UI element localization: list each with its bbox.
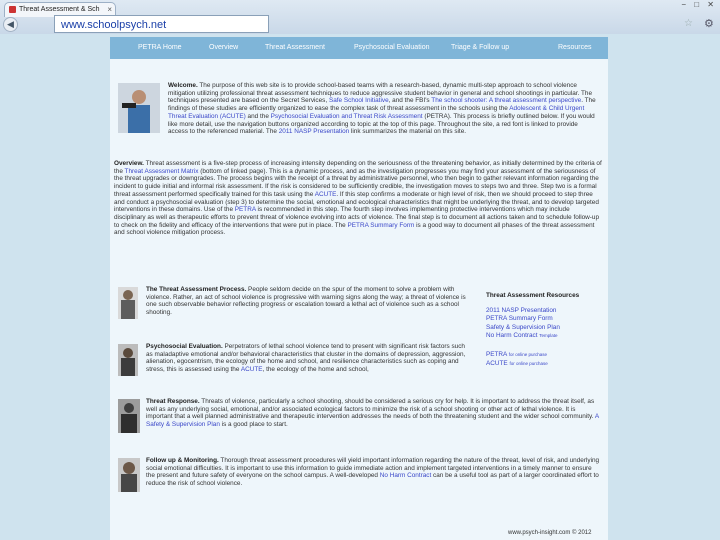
response-text: Threats of violence, particularly a school shooting, should be considered a serious cry for help. It is important to address the threat itself, as well as any underlying social, emotional, and/or associated ecological factors to minimize the risk of a school shooting or other act of lethal violence. It is important that a well planned administrative and therapeutic intervention addresses the needs of both the threatening student and the wider school community. <box>146 398 595 421</box>
window-controls <box>675 0 714 9</box>
nasp-presentation-link[interactable]: 2011 NASP Presentation <box>278 128 350 136</box>
favicon-icon <box>9 6 16 13</box>
threat-photo <box>118 287 138 319</box>
psych-heading: Psychosocial Evaluation. <box>146 343 223 350</box>
response-heading: Threat Response. <box>146 398 200 405</box>
follow-heading: Follow up & Monitoring. <box>146 457 219 464</box>
photo-figure <box>118 399 140 433</box>
nasp-presentation-link[interactable]: 2011 NASP Presentation <box>486 306 557 314</box>
address-bar[interactable]: www.schoolpsych.net <box>54 15 269 33</box>
purchase-tag: for online purchase <box>509 360 548 366</box>
overview-text: (bottom of linked page). This is a dynamic process, and as the investigation progresses you may find your assessment of the seriousness of the threat upgrades or downgrades. The process begins with the receipt of a threat by administrative personnel, who then begin to gather relevant information regarding the incident to guide initial and informal risk assessment. If the risk is considered to be sufficiently credible, the investigation moves to steps two and three. Step two is a formal threat assessment performed specifically trained for this task using the <box>114 167 599 198</box>
overview-heading: Overview. <box>114 160 144 167</box>
psych-text: Perpetrators of lethal school violence tend to present with significant risk factors such as maladaptive emotional and/or behavioral characteristics that cluster in the domains of depression, aggression, alienation, egocentrism, the ecology of the home and school, and resilience characteristics such as coping and stress, this is assessed using the <box>146 343 466 374</box>
welcome-text: The purpose of this web site is to provide school-based teams with a research-based, dynamic multi-step approach to school violence mitigation utilizing professional threat assessment techniques to reduce aggressive student behavior in general and school shootings in particular. The techniques presented are based on the Secret Services, <box>168 82 593 105</box>
photo-figure <box>118 344 138 376</box>
photo-figure <box>118 458 140 492</box>
threat-assessment-section <box>146 286 466 317</box>
petra-summary-form-link[interactable]: PETRA Summary Form <box>486 315 553 323</box>
minimize-icon[interactable]: − <box>681 0 686 9</box>
no-harm-contract-link[interactable]: No Harm Contract <box>486 332 538 340</box>
overview-text: is a good way to document all phases of the threat assessment and school violence mitigation process. <box>114 221 595 237</box>
photo-figure <box>118 287 138 319</box>
photo-figure <box>118 83 160 133</box>
psych-photo <box>118 344 138 376</box>
acute-link[interactable]: Adolescent & Child Urgent Threat Evaluation (ACUTE) <box>168 105 585 120</box>
threat-matrix-link[interactable]: Threat Assessment Matrix <box>124 167 199 175</box>
overview-text: . If this step confirms a moderate or high level of risk, then we should proceed to step three and conduct a psychosocial evaluation (step 3) to determine the social, emotional and ecological characteristics that might be underlying the threat, and to develop targeted interventions in these domains. Use of the <box>114 190 599 214</box>
threat-text: People seldom decide on the spur of the moment to solve a problem with violence. Rather, an act of school violence is progressive with warning signs along the way; a threat of violence is one such observable behavior reflecting progress or escalation toward a lethal act of violence such as a school shooting. <box>146 286 466 317</box>
threat-heading: The Threat Assessment Process. <box>146 286 247 293</box>
welcome-photo <box>118 83 160 133</box>
no-harm-contract-link[interactable]: No Harm Contract <box>379 472 432 480</box>
wrench-icon[interactable]: ⚙ <box>704 18 714 30</box>
acute-link[interactable]: ACUTE <box>314 190 337 198</box>
acute-link[interactable]: ACUTE <box>240 366 263 374</box>
welcome-text: (PETRA). This process is briefly outlined below. If you would like more detail, use the navigation buttons organized according to topic at the top of this page. Throughout the site, a red font is linked to provide access to the referenced material. The <box>168 112 595 136</box>
welcome-text: , and the FBI's <box>388 97 432 105</box>
safety-plan-link[interactable]: Safety & Supervision Plan <box>486 323 560 331</box>
petra-summary-form-link[interactable]: PETRA Summary Form <box>347 221 415 229</box>
safe-school-link[interactable]: Safe School Initiative <box>328 97 389 105</box>
tab-title: Threat Assessment & Sch <box>19 6 100 13</box>
browser-chrome <box>0 0 720 34</box>
close-window-icon[interactable]: ✕ <box>707 0 714 9</box>
response-photo <box>118 399 140 433</box>
welcome-text: link summarizes the material on this site. <box>349 128 467 136</box>
overview-text: Threat assessment is a five-step process of increasing intensity depending on the seriousness of the threatening behavior, as initially determined by the criteria of the <box>114 160 602 175</box>
welcome-heading: Welcome. <box>168 82 198 89</box>
overview-section <box>114 160 602 237</box>
maximize-icon[interactable]: □ <box>694 0 700 9</box>
back-icon[interactable]: ◀ <box>3 17 18 32</box>
follow-up-section <box>146 457 602 488</box>
acute-purchase-link[interactable]: ACUTE <box>486 359 508 367</box>
threat-response-section <box>146 398 602 429</box>
welcome-text: . The findings of these studies are efficiently organized to ease the complex task of threat assessment in the schools using the <box>168 97 596 113</box>
close-tab-icon[interactable]: × <box>107 5 112 14</box>
nav-item-overview[interactable]: Overview <box>209 44 239 51</box>
welcome-text: and the <box>245 112 271 120</box>
petra-purchase-link[interactable]: PETRA <box>486 350 507 358</box>
psychosocial-section <box>146 343 466 374</box>
nav-item-petra-home[interactable]: PETRA Home <box>138 44 182 51</box>
resources-panel <box>486 292 604 368</box>
nav-item-psychosocial-evaluation[interactable]: Psychosocial Evaluation <box>354 44 430 51</box>
overview-text: is recommended in this step. The fourth step involves implementing protective interventions which may include disciplinary as well as therapeutic efforts to prevent threat of violence evolving into acts of violence. The final step is to document all actions taken and to schedule follow-up to check on the fidelity and efficacy of the interventions that were put in place. The <box>114 206 600 229</box>
follow-photo <box>118 458 140 492</box>
response-text: is a good place to start. <box>219 421 288 429</box>
follow-text: Thorough threat assessment procedures will yield important information regarding the nature of the threat, level of risk, and underlying social emotional difficulties. It is important to use this information to guide immediate action and implement targeted interventions in a timely manner to ensure the present and future safety of everyone on the school campus. A well-developed <box>146 457 600 480</box>
purchase-tag: for online purchase <box>508 351 548 357</box>
nav-item-threat-assessment[interactable]: Threat Assessment <box>265 44 325 51</box>
petra-link[interactable]: PETRA <box>234 206 256 214</box>
safety-plan-link[interactable]: A Safety & Supervision Plan <box>146 413 599 429</box>
nav-item-triage-follow-up[interactable]: Triage & Follow up <box>451 44 510 51</box>
star-icon[interactable]: ☆ <box>684 18 693 29</box>
psych-text: , the ecology of the home and school, <box>262 366 369 374</box>
footer-copyright: www.psych-insight.com © 2012 <box>508 530 592 536</box>
resources-title: Threat Assessment Resources <box>486 292 580 299</box>
nav-item-resources[interactable]: Resources <box>558 44 592 51</box>
welcome-section <box>168 82 598 136</box>
webpage <box>110 37 608 540</box>
petra-link[interactable]: Psychosocial Evaluation and Threat Risk Assessment <box>270 112 423 120</box>
template-tag: Template <box>539 333 558 339</box>
school-shooter-link[interactable]: The school shooter: A threat assessment perspective <box>431 97 582 105</box>
nav-bar <box>110 37 608 59</box>
follow-text: can be a useful tool as part of a larger coordinated effort to reduce the risk of school violence. <box>146 472 599 488</box>
